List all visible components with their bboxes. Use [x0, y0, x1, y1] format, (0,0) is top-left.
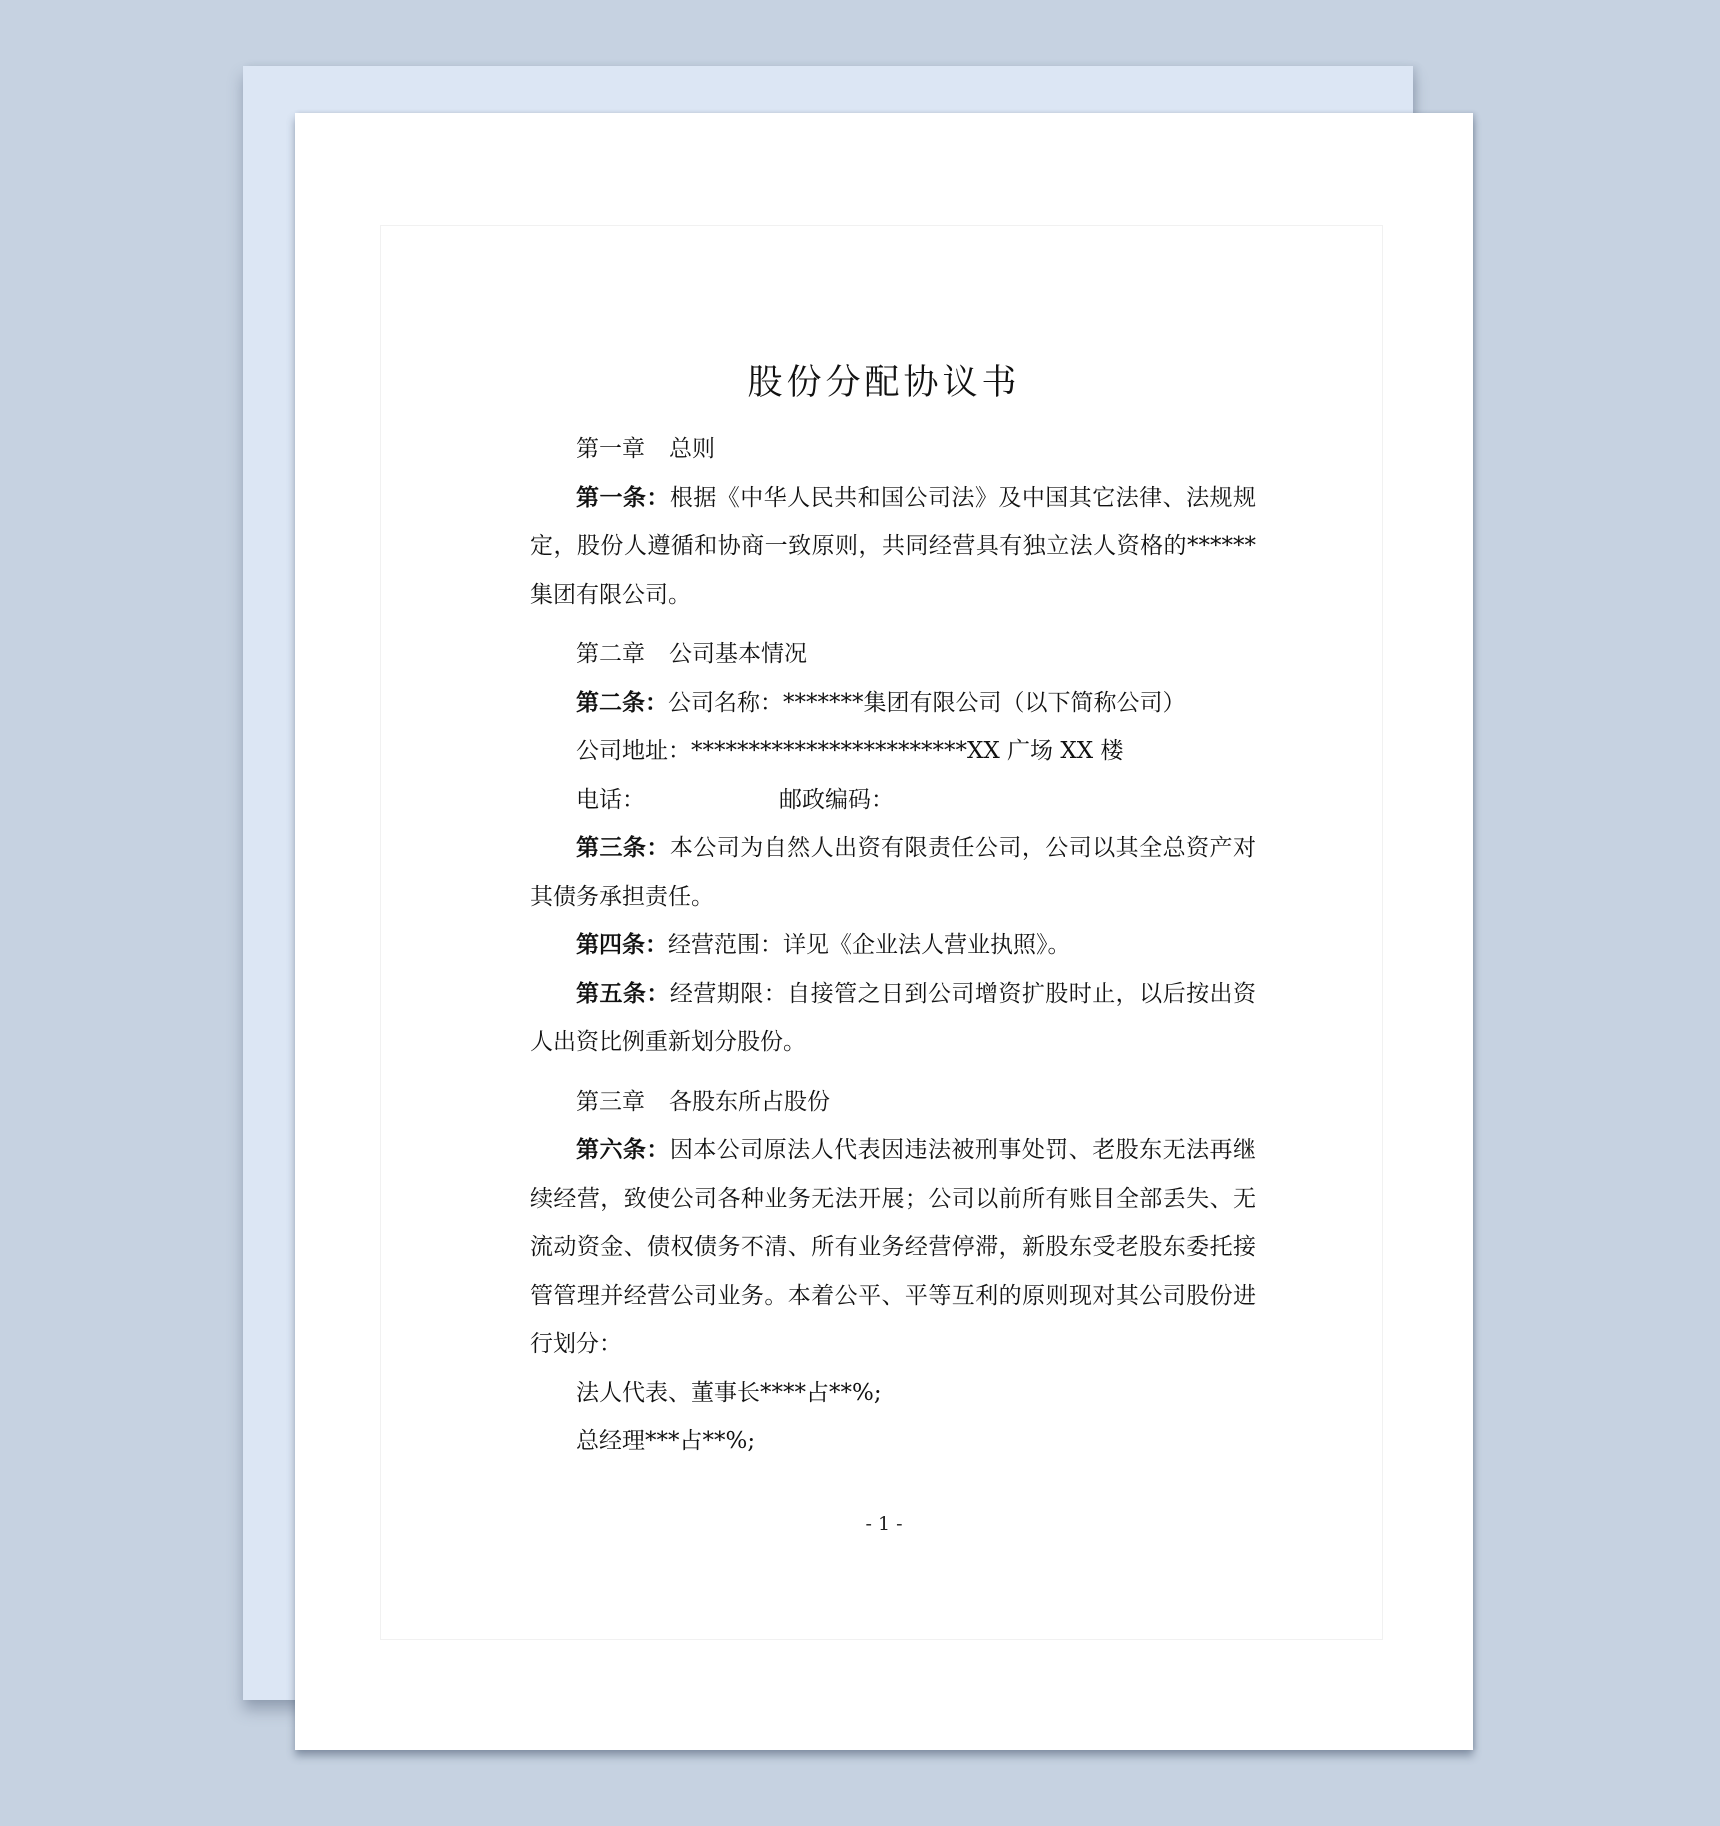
chapter-heading-2: [530, 630, 1256, 679]
phone-label: 电话：: [576, 786, 645, 813]
document-body: [530, 425, 1256, 1466]
company-address: 公司地址：************************XX 广场 XX 楼: [576, 738, 1124, 764]
article-label: 第四条：: [576, 931, 668, 958]
article-3: [530, 824, 1256, 921]
postal-code-label: 邮政编码：: [779, 786, 894, 813]
chapter-heading-1: [530, 425, 1256, 474]
chapter-heading-3: [530, 1078, 1256, 1127]
article-5: [530, 970, 1256, 1067]
chapter-title: 公司基本情况: [669, 641, 807, 667]
chapter-number: 第一章: [576, 436, 645, 462]
document-page: [295, 113, 1473, 1750]
article-label: 第三条：: [576, 834, 670, 861]
share-line-general-manager: 总经理***占**%;: [576, 1428, 756, 1454]
document-title: 股份分配协议书: [747, 363, 1021, 403]
article-text: 经营范围：详见《企业法人营业执照》。: [668, 932, 1071, 958]
article-text: 因本公司原法人代表因违法被刑事处罚、老股东无法再继续经营，致使公司各种业务无法开展；公司以前所有账目全部丢失、无流动资金、债权债务不清、所有业务经营停滞，新股东受老股东委托接管管理并经营公司业务。本着公平、平等互利的原则现对其公司股份进行划分：: [530, 1137, 1257, 1357]
article-text: 本公司为自然人出资有限责任公司，公司以其全总资产对其债务承担责任。: [530, 835, 1257, 910]
article-text: 公司名称：*******集团有限公司（以下简称公司）: [668, 689, 1186, 716]
page-number: - 1 -: [865, 1513, 903, 1535]
chapter-title: 总则: [669, 436, 715, 462]
chapter-title: 各股东所占股份: [669, 1088, 830, 1115]
article-1: [530, 474, 1256, 620]
article-6: [530, 1126, 1256, 1369]
article-text: 根据《中华人民共和国公司法》及中国其它法律、法规规定，股份人遵循和协商一致原则，共同经营具有独立法人资格的******集团有限公司。: [530, 484, 1257, 608]
chapter-number: 第二章: [576, 641, 645, 667]
article-label: 第五条：: [576, 979, 670, 1007]
article-label: 第二条：: [576, 688, 668, 716]
article-label: 第六条：: [576, 1136, 670, 1163]
article-label: 第一条：: [576, 483, 670, 511]
article-2: [530, 679, 1256, 728]
article-text: 经营期限：自接管之日到公司增资扩股时止，以后按出资人出资比例重新划分股份。: [530, 980, 1257, 1055]
share-line-chairman: 法人代表、董事长****占**%;: [576, 1379, 882, 1406]
contact-line: [530, 776, 1256, 825]
chapter-number: 第三章: [576, 1088, 645, 1115]
article-4: [530, 921, 1256, 970]
